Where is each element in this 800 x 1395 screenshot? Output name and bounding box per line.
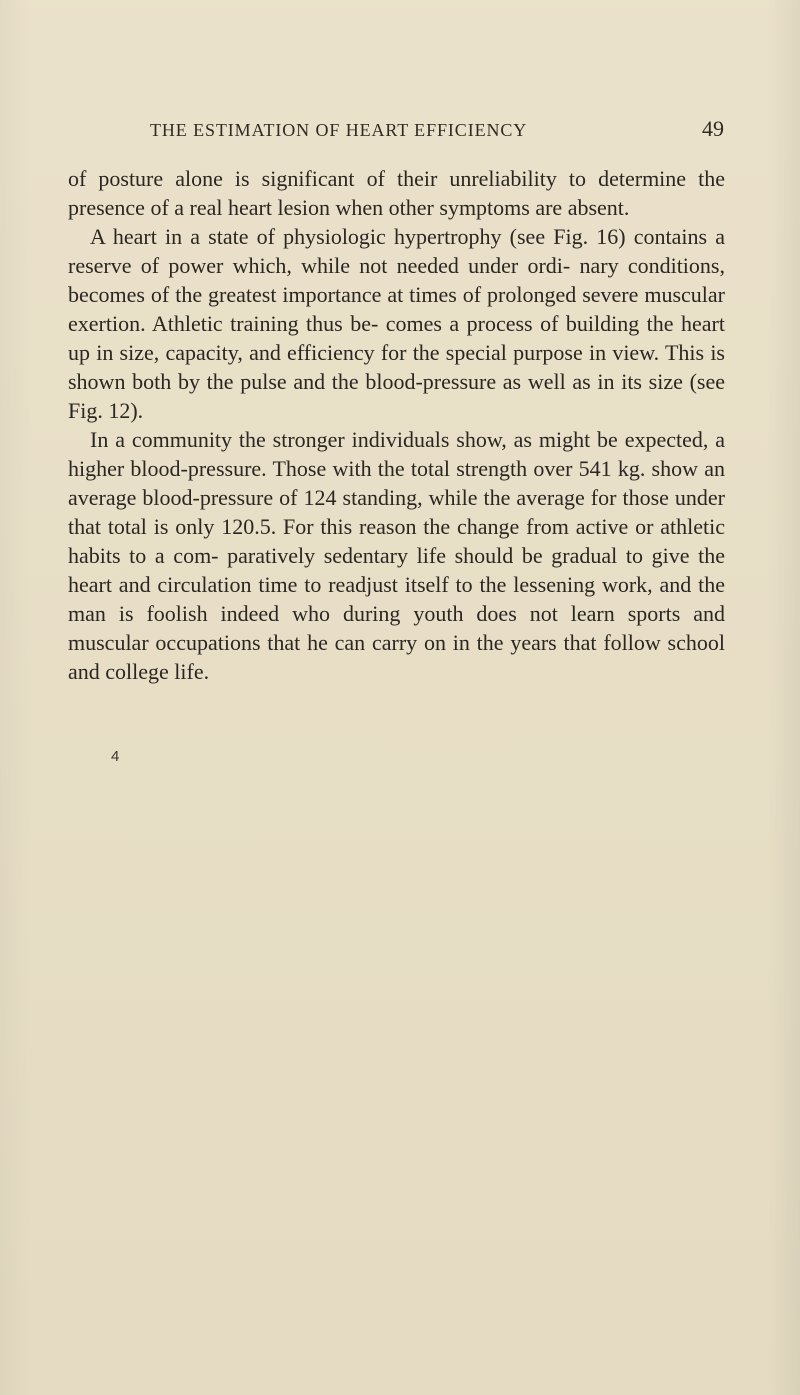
signature-mark: 4 bbox=[111, 748, 120, 765]
running-title: THE ESTIMATION OF HEART EFFICIENCY bbox=[150, 120, 528, 140]
paragraph-2: A heart in a state of physiologic hypertrophy (see Fig. 16) contains a reserve of power which, while not needed under ordi- nary conditions, becomes of the greatest importance at times of prolonged severe muscular exertion. Athletic training thus be- comes a process of building the heart up in size, capacity, and efficiency for the special purpose in view. This is shown both by the pulse and the blood-pressure as well as in its size (see Fig. 12). bbox=[68, 224, 725, 423]
paragraph-3: In a community the stronger individuals show, as might be expected, a higher blood-pressure. Those with the total strength over 541 kg. show an average blood-pressure of 124 standing, while the average for those under that total is only 120.5. For this reason the change from active or athletic habits to a com- paratively sedentary life should be gradual to give the heart and circulation time to readjust itself to the lessening work, and the man is foolish indeed who during youth does not learn sports and muscular occupations that he can carry on in the years that follow school and college life. bbox=[68, 427, 725, 684]
running-head bbox=[68, 118, 724, 148]
body-text bbox=[68, 164, 725, 686]
page-number: 49 bbox=[702, 116, 724, 141]
paragraph-1: of posture alone is significant of their unreliability to determine the presence of a real heart lesion when other symptoms are absent. bbox=[68, 166, 725, 220]
